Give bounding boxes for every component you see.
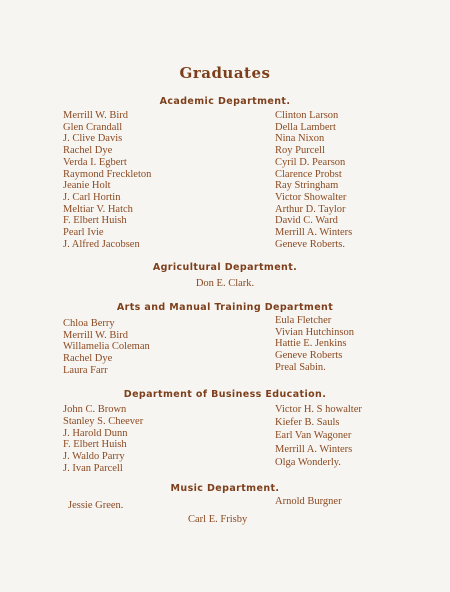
music-graduate-center: Carl E. Frisby (188, 514, 248, 525)
list-item: Ray Stringham (275, 180, 339, 192)
arts-left-list (63, 318, 150, 377)
music-heading: Music Department. (170, 483, 280, 494)
list-item: Rachel Dye (63, 353, 113, 365)
list-item: Hattie E. Jenkins (275, 338, 347, 350)
list-item: Nina Nixon (275, 133, 325, 145)
list-item: John C. Brown (63, 404, 127, 415)
list-item: J. Harold Dunn (63, 427, 128, 439)
list-item: Kiefer B. Sauls (275, 417, 340, 429)
list-item: Geneve Roberts (275, 350, 343, 362)
list-item: J. Ivan Parcell (63, 462, 123, 474)
list-item: Clinton Larson (275, 110, 339, 121)
list-item: Arthur D. Taylor (275, 203, 346, 215)
list-item: Preal Sabin. (275, 361, 326, 373)
academic-left-list (63, 110, 151, 250)
list-item: Laura Farr (63, 364, 108, 376)
music-graduate-left: Jessie Green. (68, 500, 124, 511)
list-item: Verda I. Egbert (63, 156, 127, 168)
list-item: Rachel Dye (63, 145, 113, 157)
list-item: Della Lambert (275, 121, 336, 133)
list-item: Clarence Probst (275, 168, 342, 180)
list-item: Jeanie Holt (63, 180, 111, 192)
list-item: Merrill A. Winters (275, 227, 353, 239)
list-item: J. Carl Hortin (63, 191, 121, 203)
list-item: F. Elbert Huish (63, 439, 127, 451)
list-item: Vivian Hutchinson (275, 326, 354, 338)
page-title: Graduates (179, 64, 271, 82)
list-item: Victor Showalter (275, 191, 347, 203)
business-heading: Department of Business Education. (123, 389, 327, 400)
list-item: Eula Fletcher (275, 315, 332, 326)
list-item: Willamelia Coleman (63, 341, 150, 353)
list-item: Merrill A. Winters (275, 443, 353, 455)
list-item: Meltiar V. Hatch (63, 203, 133, 215)
list-item: Cyril D. Pearson (275, 156, 346, 168)
list-item: J. Waldo Parry (63, 451, 125, 463)
list-item: Victor H. S howalter (275, 404, 362, 415)
list-item: Raymond Freckleton (63, 168, 152, 180)
academic-heading: Academic Department. (159, 96, 291, 107)
list-item: Glen Crandall (63, 121, 123, 133)
arts-heading: Arts and Manual Training Department (116, 302, 334, 313)
list-item: Roy Purcell (275, 145, 325, 157)
arts-right-list (275, 315, 354, 374)
list-item: Merrill W. Bird (63, 329, 129, 341)
agricultural-heading: Agricultural Department. (152, 262, 298, 273)
list-item: F. Elbert Huish (63, 215, 127, 227)
business-left-list (63, 404, 143, 475)
music-graduate-right: Arnold Burgner (275, 496, 342, 507)
list-item: Pearl Ivie (63, 227, 104, 239)
business-right-list (275, 403, 362, 469)
list-item: Merrill W. Bird (63, 110, 129, 121)
academic-right-list (275, 110, 352, 250)
list-item: J. Alfred Jacobsen (63, 238, 140, 250)
list-item: J. Clive Davis (63, 133, 123, 145)
list-item: Olga Wonderly. (275, 456, 341, 468)
agricultural-graduate: Don E. Clark. (195, 278, 255, 289)
list-item: Stanley S. Cheever (63, 415, 144, 427)
list-item: Geneve Roberts. (275, 238, 345, 250)
list-item: David C. Ward (275, 215, 338, 227)
list-item: Earl Van Wagoner (275, 430, 352, 442)
list-item: Chloa Berry (63, 318, 115, 329)
